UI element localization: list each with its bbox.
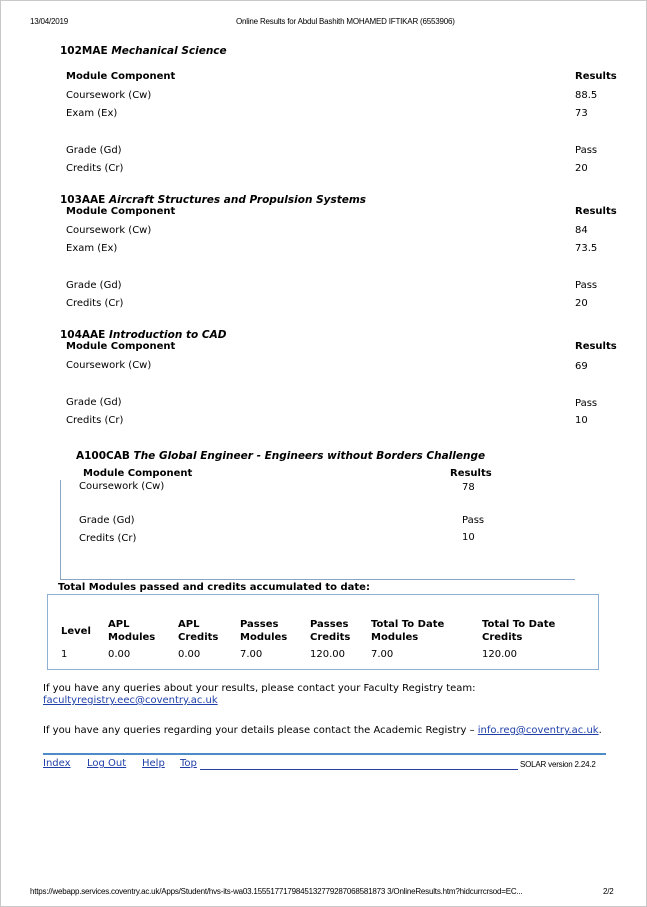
summary-cell-total-credits: 120.00 <box>482 649 517 660</box>
module-frame-left <box>60 480 61 580</box>
results-header: Results <box>575 71 617 82</box>
module-name: Aircraft Structures and Propulsion Systems <box>109 194 367 206</box>
module-code: A100CAB <box>76 450 130 462</box>
component-value: 73.5 <box>575 243 598 254</box>
grade-label: Grade (Gd) <box>66 280 122 291</box>
summary-cell-passes-modules: 7.00 <box>240 649 263 660</box>
grade-value: Pass <box>575 145 598 156</box>
summary-cell-level: 1 <box>61 649 68 660</box>
module-title <box>60 45 227 57</box>
component-label: Exam (Ex) <box>66 243 118 254</box>
summary-col-line1: Total To Date <box>482 619 556 630</box>
module-title <box>60 329 226 341</box>
component-value: 73 <box>575 108 588 119</box>
summary-col-line2: Modules <box>371 632 419 643</box>
component-label: Exam (Ex) <box>66 108 118 119</box>
summary-col-line1: APL <box>108 619 130 630</box>
nav-top-link[interactable]: Top <box>180 758 197 769</box>
component-value: 88.5 <box>575 90 598 101</box>
credits-value: 10 <box>462 532 475 543</box>
summary-heading: Total Modules passed and credits accumulated to date: <box>58 582 370 593</box>
summary-col-passes-modules <box>240 618 287 644</box>
summary-col-line2: Modules <box>240 632 288 643</box>
module-component-header: Module Component <box>83 468 193 479</box>
grade-value: Pass <box>575 280 598 291</box>
component-label: Coursework (Cw) <box>66 90 152 101</box>
summary-col-total-credits <box>482 618 555 644</box>
academic-query-line <box>43 725 602 736</box>
summary-col-line2: Credits <box>310 632 351 643</box>
credits-label: Credits (Cr) <box>66 298 124 309</box>
summary-col-line1: Total To Date <box>371 619 445 630</box>
summary-col-line1: APL <box>178 619 200 630</box>
component-label: Coursework (Cw) <box>66 225 152 236</box>
module-component-header: Module Component <box>66 71 176 82</box>
credits-value: 20 <box>575 298 588 309</box>
grade-value: Pass <box>575 398 598 409</box>
summary-cell-apl-credits: 0.00 <box>178 649 201 660</box>
credits-label: Credits (Cr) <box>66 415 124 426</box>
module-frame-bottom <box>60 579 575 580</box>
nav-help-link[interactable]: Help <box>142 758 165 769</box>
summary-col-apl-modules <box>108 618 155 644</box>
module-code: 103AAE <box>60 194 106 206</box>
module-name: Introduction to CAD <box>109 329 227 341</box>
module-name: The Global Engineer - Engineers without Borders Challenge <box>133 450 486 462</box>
grade-label: Grade (Gd) <box>79 515 135 526</box>
results-header: Results <box>575 341 617 352</box>
component-value: 69 <box>575 361 588 372</box>
faculty-query-text: If you have any queries about your results, please contact your Faculty Registry team: <box>43 683 476 694</box>
nav-index-link[interactable]: Index <box>43 758 71 769</box>
print-title: Online Results for Abdul Bashith MOHAMED IFTIKAR (6553906) <box>236 17 455 26</box>
module-code: 104AAE <box>60 329 106 341</box>
component-label: Coursework (Cw) <box>79 481 165 492</box>
academic-registry-email-link[interactable]: info.reg@coventry.ac.uk <box>477 725 599 736</box>
summary-col-passes-credits <box>310 618 350 644</box>
summary-col-line2: Modules <box>108 632 156 643</box>
credits-value: 10 <box>575 415 588 426</box>
summary-cell-total-modules: 7.00 <box>371 649 394 660</box>
faculty-registry-email-link[interactable]: facultyregistry.eec@coventry.ac.uk <box>43 695 218 706</box>
component-value: 78 <box>462 482 475 493</box>
component-label: Coursework (Cw) <box>66 360 152 371</box>
summary-col-level: Level <box>61 626 91 637</box>
results-header: Results <box>450 468 492 479</box>
academic-query-suffix: . <box>598 725 602 736</box>
grade-label: Grade (Gd) <box>66 397 122 408</box>
print-page-number: 2/2 <box>603 887 614 896</box>
module-name: Mechanical Science <box>111 45 227 57</box>
summary-col-line2: Credits <box>178 632 219 643</box>
summary-col-line2: Credits <box>482 632 523 643</box>
module-component-header: Module Component <box>66 341 176 352</box>
summary-cell-apl-modules: 0.00 <box>108 649 131 660</box>
module-title <box>76 450 485 462</box>
summary-col-apl-credits <box>178 618 218 644</box>
credits-value: 20 <box>575 163 588 174</box>
module-title <box>60 194 366 206</box>
credits-label: Credits (Cr) <box>79 533 137 544</box>
print-date: 13/04/2019 <box>30 17 69 26</box>
nav-divider <box>43 753 606 755</box>
summary-col-line1: Passes <box>310 619 349 630</box>
summary-cell-passes-credits: 120.00 <box>310 649 345 660</box>
summary-col-total-modules <box>371 618 444 644</box>
nav-logout-link[interactable]: Log Out <box>87 758 127 769</box>
print-url: https://webapp.services.coventry.ac.uk/Apps/Student/hvs-its-wa03.1555177179845132779287068581873 3/OnlineResults.htm?hidcurrcrsod=EC... <box>30 887 523 896</box>
solar-version: SOLAR version 2.24.2 <box>520 760 596 769</box>
grade-value: Pass <box>462 515 485 526</box>
summary-col-line1: Passes <box>240 619 279 630</box>
nav-underline <box>200 769 518 770</box>
component-value: 84 <box>575 225 588 236</box>
credits-label: Credits (Cr) <box>66 163 124 174</box>
academic-query-text: If you have any queries regarding your details please contact the Academic Registry – <box>43 725 475 736</box>
module-component-header: Module Component <box>66 206 176 217</box>
results-header: Results <box>575 206 617 217</box>
grade-label: Grade (Gd) <box>66 145 122 156</box>
module-code: 102MAE <box>60 45 108 57</box>
